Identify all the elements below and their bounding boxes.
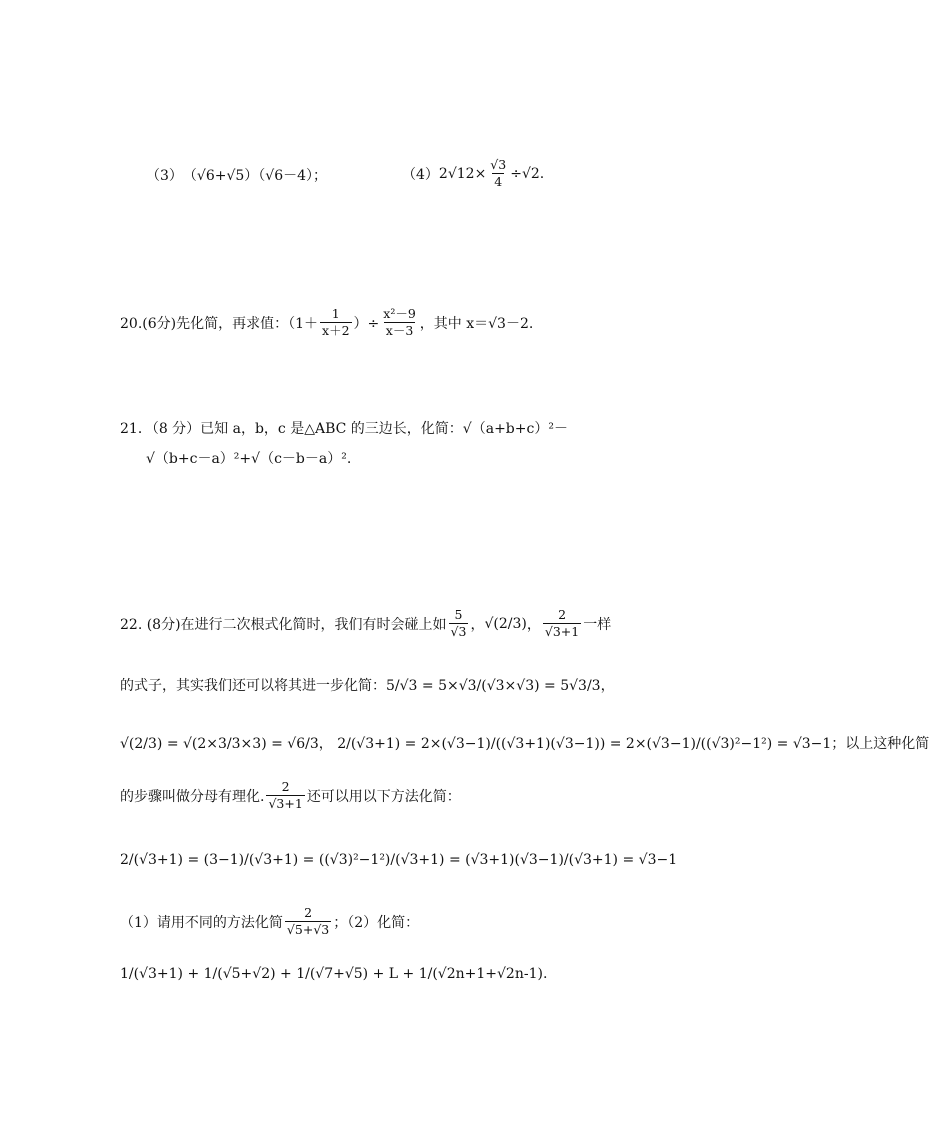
q19-part4-tail: ÷√2. bbox=[510, 165, 545, 182]
q22-example-3 bbox=[543, 608, 581, 640]
q20-fraction-2 bbox=[381, 307, 418, 339]
fraction-numerator: 2 bbox=[281, 779, 290, 794]
q20-fraction-1 bbox=[320, 307, 352, 339]
q22-part-2: ；（2）化简： bbox=[333, 914, 420, 931]
q20-lead: 20.(6分)先化简，再求值：（1＋ bbox=[120, 315, 319, 332]
question-22-sum bbox=[120, 966, 547, 982]
q19-part3-expression: （√6+√5）（√6－4）； bbox=[182, 168, 328, 184]
question-22-line-2 bbox=[120, 675, 615, 695]
question-22-line-3 bbox=[120, 733, 929, 753]
question-22-line-1: 22. (8分)在进行二次根式化简时，我们有时会碰上如 $\frac{5}{√3}$ ， √(2/3) ， $\frac{2}{√3+1}$ 一样 bbox=[120, 607, 612, 640]
q20-tail: ，其中 x＝√3－2. bbox=[419, 315, 534, 332]
q19-part4-lead: 2√12× bbox=[438, 165, 487, 182]
fraction-numerator: √3 bbox=[490, 157, 507, 172]
question-21-line-2 bbox=[146, 448, 351, 468]
q22-line-4-tail: 还可以用以下方法化简： bbox=[306, 788, 461, 805]
q19-part3-label: （3） bbox=[146, 168, 183, 184]
q22-sum-expression: 1/(√3+1) + 1/(√5+√2) + 1/(√7+√5) + L + 1/(√2n+1+√2n-1). bbox=[120, 966, 548, 982]
q22-line-5-math: 2/(√3+1) = (3−1)/(√3+1) = ((√3)²−1²)/(√3+1) = (√3+1)(√3−1)/(√3+1) = √3−1 bbox=[120, 852, 678, 868]
fraction-numerator: 1 bbox=[331, 306, 340, 321]
q22-part-1: （1）请用不同的方法化简 bbox=[120, 914, 283, 931]
fraction-denominator: x－3 bbox=[385, 323, 414, 339]
q19-part3 bbox=[146, 165, 327, 185]
q22-line-1-tail: 一样 bbox=[583, 616, 612, 633]
fraction-numerator: x²－9 bbox=[383, 306, 416, 321]
fraction-denominator: 4 bbox=[494, 174, 503, 190]
fraction-denominator: √3+1 bbox=[544, 624, 580, 640]
q20-mid: ）÷ bbox=[353, 315, 380, 332]
q19-part4-label: （4） bbox=[402, 166, 439, 183]
q22-line-2-math: 5/√3 = 5×√3/(√3×√3) = 5√3/3， bbox=[386, 678, 615, 694]
fraction-denominator: √3+1 bbox=[268, 796, 303, 812]
question-20 bbox=[120, 307, 533, 339]
q22-line-2-lead: 的式子，其实我们还可以将其进一步化简： bbox=[120, 678, 386, 694]
q19-part4-fraction bbox=[488, 158, 508, 190]
q22-example-1 bbox=[449, 608, 469, 640]
q21-line-2-text: √（b+c－a）²+√（c－b－a）². bbox=[146, 451, 352, 467]
fraction-numerator: 2 bbox=[558, 607, 567, 622]
q19-part4 bbox=[402, 158, 544, 190]
question-22-parts bbox=[120, 906, 419, 938]
fraction-denominator: √5+√3 bbox=[286, 922, 330, 938]
q22-example-2: √(2/3) bbox=[484, 615, 527, 632]
fraction-numerator: 5 bbox=[454, 607, 463, 622]
q22-part-1-fraction bbox=[285, 906, 331, 938]
question-21-line-1 bbox=[120, 418, 568, 438]
q22-line-3-math: √(2/3) = √(2×3/3×3) = √6/3， 2/(√3+1) = 2×(√3−1)/((√3+1)(√3−1)) = 2×(√3−1)/((√3)²−1²) = √3−1 bbox=[120, 736, 832, 752]
q22-line-1-lead: 22. (8分)在进行二次根式化简时，我们有时会碰上如 bbox=[120, 616, 447, 633]
fraction-denominator: √3 bbox=[450, 624, 467, 640]
fraction-numerator: 2 bbox=[304, 905, 313, 920]
question-22-line-5 bbox=[120, 852, 677, 868]
question-22-line-4 bbox=[120, 780, 461, 812]
fraction-denominator: x＋2 bbox=[322, 323, 350, 339]
q22-line-4-fraction bbox=[266, 780, 304, 812]
q22-line-3-tail: ；以上这种化简 bbox=[831, 736, 929, 752]
q21-line-1-text: 21．（8 分）已知 a，b，c 是△ABC 的三边长，化简：√（a+b+c）²－ bbox=[120, 421, 568, 437]
q22-line-4-lead: 的步骤叫做分母有理化. bbox=[120, 788, 265, 805]
